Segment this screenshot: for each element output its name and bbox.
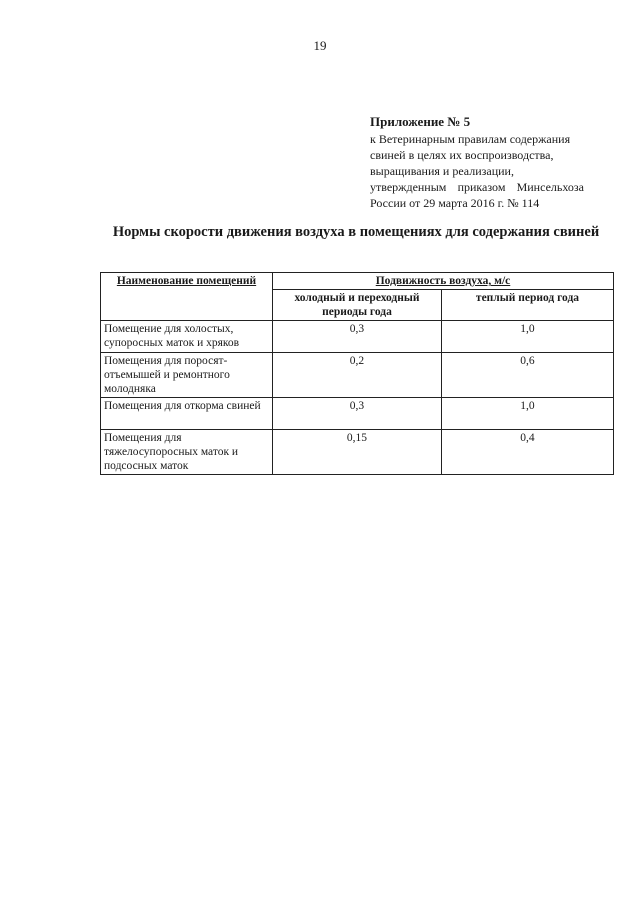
room-name-cell: Помещение для холостых, супоросных маток и хряков — [101, 321, 273, 353]
table-row — [101, 430, 614, 475]
appendix-line: выращивания и реализации, — [370, 164, 514, 178]
table-row — [101, 353, 614, 398]
appendix-title: Приложение № 5 — [370, 114, 471, 129]
document-title: Нормы скорости движения воздуха в помещениях для содержания свиней — [112, 224, 600, 240]
page-number: 19 — [313, 38, 327, 53]
cold-value-cell: 0,3 — [273, 398, 442, 430]
appendix-word: приказом — [457, 180, 506, 194]
room-name-cell: Помещения для тяжелосупоросных маток и подсосных маток — [101, 430, 273, 475]
warm-value-cell: 0,6 — [441, 353, 613, 398]
appendix-block — [370, 114, 584, 211]
appendix-approved-line — [370, 179, 584, 195]
header-cold-period: холодный и переходный периоды года — [273, 290, 442, 321]
air-velocity-table — [100, 272, 614, 475]
cold-value-cell: 0,15 — [273, 430, 442, 475]
appendix-order-line: России от 29 марта 2016 г. № 114 — [370, 196, 540, 210]
header-warm-period: теплый период года — [441, 290, 613, 321]
appendix-line: свиней в целях их воспроизводства, — [370, 148, 554, 162]
header-room-name: Наименование помещений — [101, 273, 273, 321]
warm-value-cell: 1,0 — [441, 398, 613, 430]
warm-value-cell: 1,0 — [441, 321, 613, 353]
appendix-line: к Ветеринарным правилам содержания — [370, 132, 571, 146]
header-air-mobility: Подвижность воздуха, м/с — [273, 273, 614, 290]
table-header-row — [101, 273, 614, 290]
room-name-cell: Помещения для поросят-отъемышей и ремонтного молодняка — [101, 353, 273, 398]
room-name-cell: Помещения для откорма свиней — [101, 398, 273, 430]
table-row — [101, 321, 614, 353]
cold-value-cell: 0,2 — [273, 353, 442, 398]
appendix-word: утвержденным — [370, 180, 447, 194]
appendix-word: Минсельхоза — [516, 180, 584, 194]
table-row — [101, 398, 614, 430]
warm-value-cell: 0,4 — [441, 430, 613, 475]
cold-value-cell: 0,3 — [273, 321, 442, 353]
